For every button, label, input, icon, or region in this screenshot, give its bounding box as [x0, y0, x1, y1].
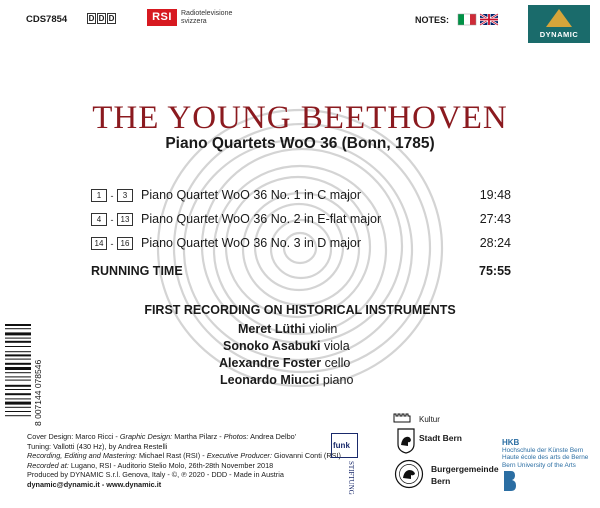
track-range-dash: -	[110, 238, 114, 249]
performer-name: Meret Lüthi	[238, 322, 306, 336]
rsi-name-line: svizzera	[181, 18, 207, 25]
credit-value: Martha Pilarz	[174, 432, 218, 441]
album-title: THE YOUNG BEETHOVEN	[92, 100, 508, 136]
credit-label: Recorded at:	[27, 460, 69, 470]
track-row	[91, 212, 511, 230]
credit-label: Executive Producer:	[206, 451, 272, 461]
notes-label: NOTES:	[415, 15, 450, 25]
performer-name: Alexandre Foster	[219, 356, 322, 370]
credit-label: Graphic Design:	[119, 432, 173, 441]
credits-web: dynamic@dynamic.it - www.dynamic.it	[27, 479, 162, 489]
credit-value: Lugano, RSI - Auditorio Stelio Molo, 26th-28th November 2018	[70, 460, 274, 470]
dynamic-label-logo	[528, 5, 590, 43]
kultur-label: Kultur	[419, 415, 440, 424]
uk-flag-icon	[480, 14, 498, 25]
barcode-number: 8 007144 078546	[33, 359, 43, 426]
burgergemeinde-line: Bern	[431, 476, 451, 486]
performer-line	[219, 356, 519, 370]
hkb-line: Hochschule der Künste Bern	[502, 446, 584, 454]
performer-instrument: violin	[308, 322, 338, 336]
rsi-logo: RSI	[147, 9, 177, 26]
funk-foundation-logo	[331, 433, 358, 458]
dynamic-label-name: DYNAMIC	[539, 30, 579, 39]
performer-name: Sonoko Asabuki	[223, 339, 321, 353]
dynamic-triangle-icon	[546, 9, 572, 27]
performer-line	[220, 373, 520, 387]
credits-block	[27, 432, 341, 490]
performer-instrument: piano	[322, 373, 354, 387]
italian-flag-icon	[458, 14, 476, 25]
track-row	[91, 236, 511, 254]
rsi-name	[181, 10, 232, 26]
performer-instrument: cello	[324, 356, 351, 370]
barcode	[3, 322, 43, 430]
credits-line: Cover Design: Marco Ricci - Graphic Design: Martha Pilarz - Photos: Andrea Delbo'	[27, 432, 297, 441]
track-start: 14	[91, 237, 107, 250]
funk-logo-text: funk	[333, 441, 350, 450]
track-range-dash: -	[110, 214, 114, 225]
ddd-letter: D	[98, 14, 105, 23]
hkb-acronym: HKB	[502, 438, 520, 447]
credit-value: Andrea Delbo'	[250, 432, 297, 441]
track-end: 13	[117, 213, 133, 226]
credit-label: Recording, Editing and Mastering:	[27, 451, 137, 461]
track-duration: 19:48	[479, 188, 511, 202]
rsi-name-line: Radiotelevisione	[181, 10, 233, 17]
stadt-bern-label: Stadt Bern	[419, 433, 462, 443]
hkb-b-logo-icon	[503, 470, 517, 492]
performer-line	[223, 339, 523, 353]
track-end: 3	[117, 189, 133, 202]
track-range-dash: -	[110, 190, 114, 201]
track-title: Piano Quartet WoO 36 No. 3 in D major	[141, 236, 362, 250]
credits-line	[27, 461, 341, 471]
credit-value: Marco Ricci	[75, 432, 114, 441]
svg-text:STIFTUNG: STIFTUNG	[347, 461, 355, 495]
track-start: 1	[91, 189, 107, 202]
ddd-letter: D	[88, 14, 95, 23]
track-title: Piano Quartet WoO 36 No. 2 in E-flat major	[141, 212, 382, 226]
credit-label: Photos:	[223, 432, 249, 441]
ddd-badge	[87, 13, 116, 24]
performer-name: Leonardo Miucci	[220, 373, 320, 387]
credit-value: Michael Rast (RSI)	[138, 451, 201, 461]
ddd-letter: D	[108, 14, 115, 23]
track-start: 4	[91, 213, 107, 226]
burgergemeinde-line: Burgergemeinde	[431, 464, 499, 474]
credit-value: Giovanni Conti (RSI)	[274, 451, 341, 461]
hkb-line: Haute école des arts de Berne	[502, 454, 589, 462]
track-end: 16	[117, 237, 133, 250]
credits-line: Tuning: Vallotti (430 Hz), by Andrea Restelli	[27, 441, 168, 451]
castle-icon	[393, 411, 411, 423]
track-title: Piano Quartet WoO 36 No. 1 in C major	[141, 188, 362, 202]
running-time	[91, 264, 511, 278]
burgergemeinde-seal-icon	[394, 459, 424, 489]
bern-coat-of-arms-icon	[397, 428, 415, 454]
album-subtitle: Piano Quartets WoO 36 (Bonn, 1785)	[165, 135, 435, 152]
track-duration: 28:24	[479, 236, 511, 250]
catalog-number: CDS7854	[26, 14, 68, 25]
track-duration: 27:43	[479, 212, 511, 226]
burgergemeinde-label	[431, 463, 499, 487]
stiftung-label	[342, 460, 355, 504]
running-time-label: RUNNING TIME	[91, 264, 183, 278]
credits-line: Produced by DYNAMIC S.r.l. Genova, Italy - ©, ℗ 2020 - DDD - Made in Austria	[27, 470, 284, 480]
hkb-line: Bern University of the Arts	[502, 461, 576, 469]
credit-label: Cover Design:	[27, 432, 74, 441]
running-time-duration: 75:55	[479, 264, 511, 278]
first-recording-heading: FIRST RECORDING ON HISTORICAL INSTRUMENTS	[144, 303, 456, 317]
performer-line	[238, 322, 538, 336]
credits-line: Recording, Editing and Mastering: Michael Rast (RSI) - Executive Producer: Giovanni Conti (RSI)	[27, 451, 341, 461]
hkb-logo-text	[502, 439, 588, 469]
performer-instrument: viola	[323, 339, 350, 353]
track-row	[91, 188, 511, 206]
